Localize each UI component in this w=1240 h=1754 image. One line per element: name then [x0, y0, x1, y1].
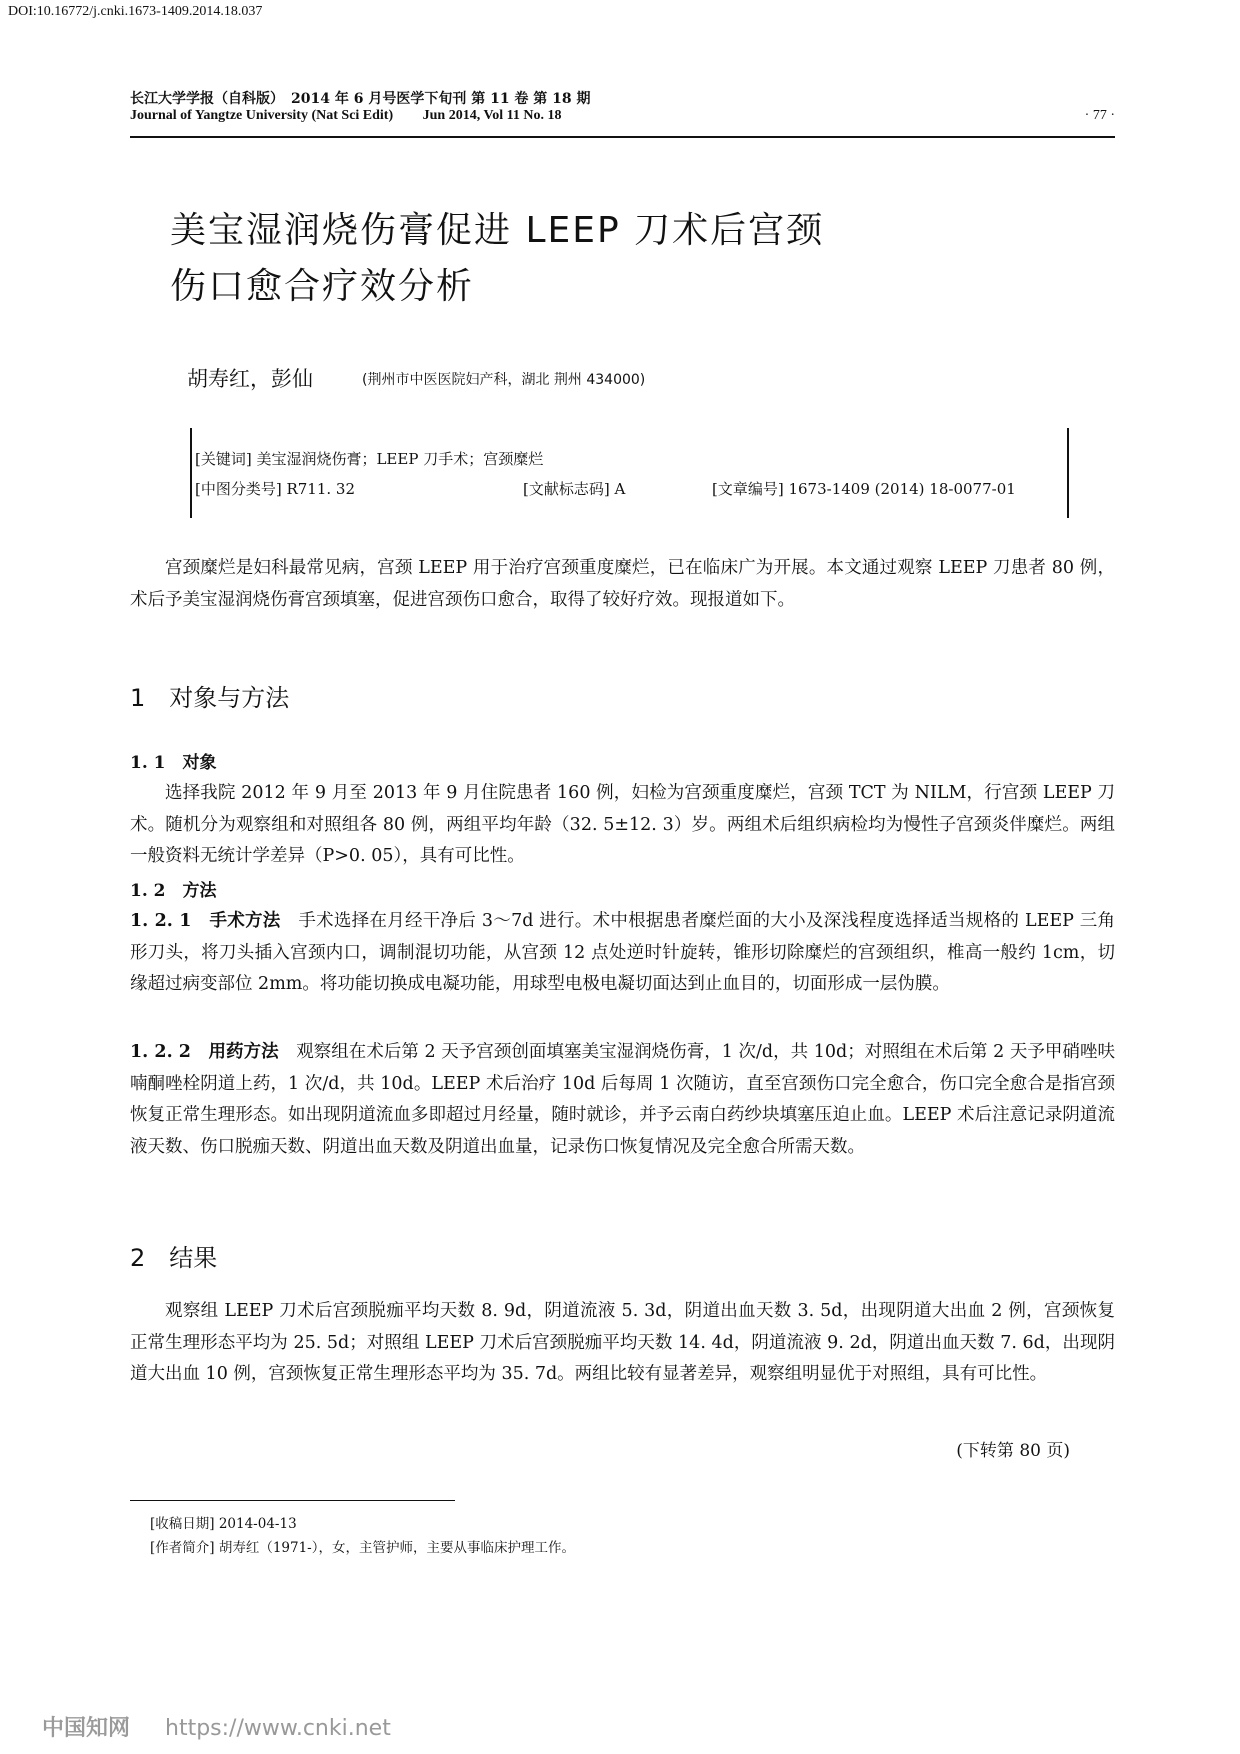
- section-1-2-2-body: [130, 1037, 1115, 1163]
- header-rule: [130, 136, 1115, 138]
- cnki-brand: 中国知网: [42, 1716, 131, 1741]
- footnote-rule: [130, 1500, 455, 1501]
- document-code: [文献标志码] A: [523, 480, 626, 498]
- author-names: 胡寿红，彭仙: [187, 367, 313, 391]
- section-1-2-2-lead: 1. 2. 2 用药方法: [130, 1042, 297, 1062]
- section-1-1-body: [130, 778, 1115, 873]
- section-1-2-heading: 1. 2 方法: [130, 881, 217, 901]
- article-title-line2: 伤口愈合疗效分析: [170, 266, 475, 307]
- section-2-body: [130, 1296, 1115, 1391]
- section-2-heading: 2 结果: [130, 1244, 218, 1272]
- intro-text: 宫颈糜烂是妇科最常见病，宫颈 LEEP 用于治疗宫颈重度糜烂，已在临床广为开展。本文通过观察 LEEP 刀患者 80 例，术后予美宝湿润烧伤膏宫颈填塞，促进宫颈伤口愈合，取得了较好疗效。现报道如下。: [130, 558, 1115, 610]
- keywords: [关键词] 美宝湿润烧伤膏；LEEP 刀手术；宫颈糜烂: [195, 450, 544, 468]
- doi-line: DOI:10.16772/j.cnki.1673-1409.2014.18.037: [8, 4, 263, 19]
- journal-name-en: Journal of Yangtze University (Nat Sci Edit): [130, 108, 394, 123]
- clc-number: [中图分类号] R711. 32: [195, 480, 356, 498]
- footnote-received: [收稿日期] 2014-04-13: [150, 1516, 297, 1532]
- footnote-author-bio: [作者简介] 胡寿红（1971-），女，主管护师，主要从事临床护理工作。: [150, 1540, 575, 1556]
- section-1-1-text: 选择我院 2012 年 9 月至 2013 年 9 月住院患者 160 例，妇检为宫颈重度糜烂，宫颈 TCT 为 NILM，行宫颈 LEEP 刀术。随机分为观察组和对照组各 80 例，两组平均年龄（32. 5±12. 3）岁。两组术后组织病检均为慢性子宫颈炎伴糜烂。两组一般资料无统计学差异（P>0. 05），具有可比性。: [130, 783, 1115, 866]
- page-number: · 77 ·: [1084, 108, 1115, 123]
- keyword-box: [190, 428, 1069, 518]
- section-1-1-heading: 1. 1 对象: [130, 753, 217, 773]
- cnki-url[interactable]: https://www.cnki.net: [165, 1716, 391, 1741]
- cnki-watermark: [42, 1711, 391, 1742]
- section-1-2-1-text: 手术选择在月经干净后 3～7d 进行。术中根据患者糜烂面的大小及深浅程度选择适当规格的 LEEP 三角形刀头，将刀头插入宫颈内口，调制混切功能，从宫颈 12 点处逆时针旋转，锥形切除糜烂的宫颈组织，椎高一般约 1cm，切缘超过病变部位 2mm。将功能切换成电凝功能，用球型电极电凝切面达到止血目的，切面形成一层伪膜。: [130, 911, 1115, 994]
- author-affiliation: (荆州市中医医院妇产科，湖北 荆州 434000): [362, 372, 646, 388]
- journal-header-en: [130, 108, 562, 124]
- section-2-text: 观察组 LEEP 刀术后宫颈脱痂平均天数 8. 9d，阴道流液 5. 3d，阴道出血天数 3. 5d，出现阴道大出血 2 例，宫颈恢复正常生理形态平均为 25. 5d；对照组 LEEP 刀术后宫颈脱痂平均天数 14. 4d，阴道流液 9. 2d，阴道出血天数 7. 6d，出现阴道大出血 10 例，宫颈恢复正常生理形态平均为 35. 7d。两组比较有显著差异，观察组明显优于对照组，具有可比性。: [130, 1301, 1115, 1384]
- section-1-heading: 1 对象与方法: [130, 684, 290, 712]
- journal-issue-en: Jun 2014, Vol 11 No. 18: [422, 108, 562, 123]
- section-1-2-2-text: 观察组在术后第 2 天予宫颈创面填塞美宝湿润烧伤膏，1 次/d，共 10d；对照组在术后第 2 天予甲硝唑呋喃酮唑栓阴道上药，1 次/d，共 10d。LEEP 术后治疗 10d 后每周 1 次随访，直至宫颈伤口完全愈合，伤口完全愈合是指宫颈恢复正常生理形态。如出现阴道流血多即超过月经量，随时就诊，并予云南白药纱块填塞压迫止血。LEEP 术后注意记录阴道流液天数、伤口脱痂天数、阴道出血天数及阴道出血量，记录伤口恢复情况及完全愈合所需天数。: [130, 1042, 1115, 1157]
- section-1-2-1-body: [130, 906, 1115, 1001]
- intro-paragraph: [130, 553, 1115, 616]
- journal-header-cn: 长江大学学报（自科版） 2014 年 6 月号医学下旬刊 第 11 卷 第 18 期: [130, 91, 591, 107]
- section-1-2-1-lead: 1. 2. 1 手术方法: [130, 911, 299, 931]
- article-title-line1: 美宝湿润烧伤膏促进 LEEP 刀术后宫颈: [170, 210, 825, 251]
- article-number: [文章编号] 1673-1409 (2014) 18-0077-01: [712, 480, 1016, 498]
- continued-note: (下转第 80 页): [956, 1441, 1070, 1461]
